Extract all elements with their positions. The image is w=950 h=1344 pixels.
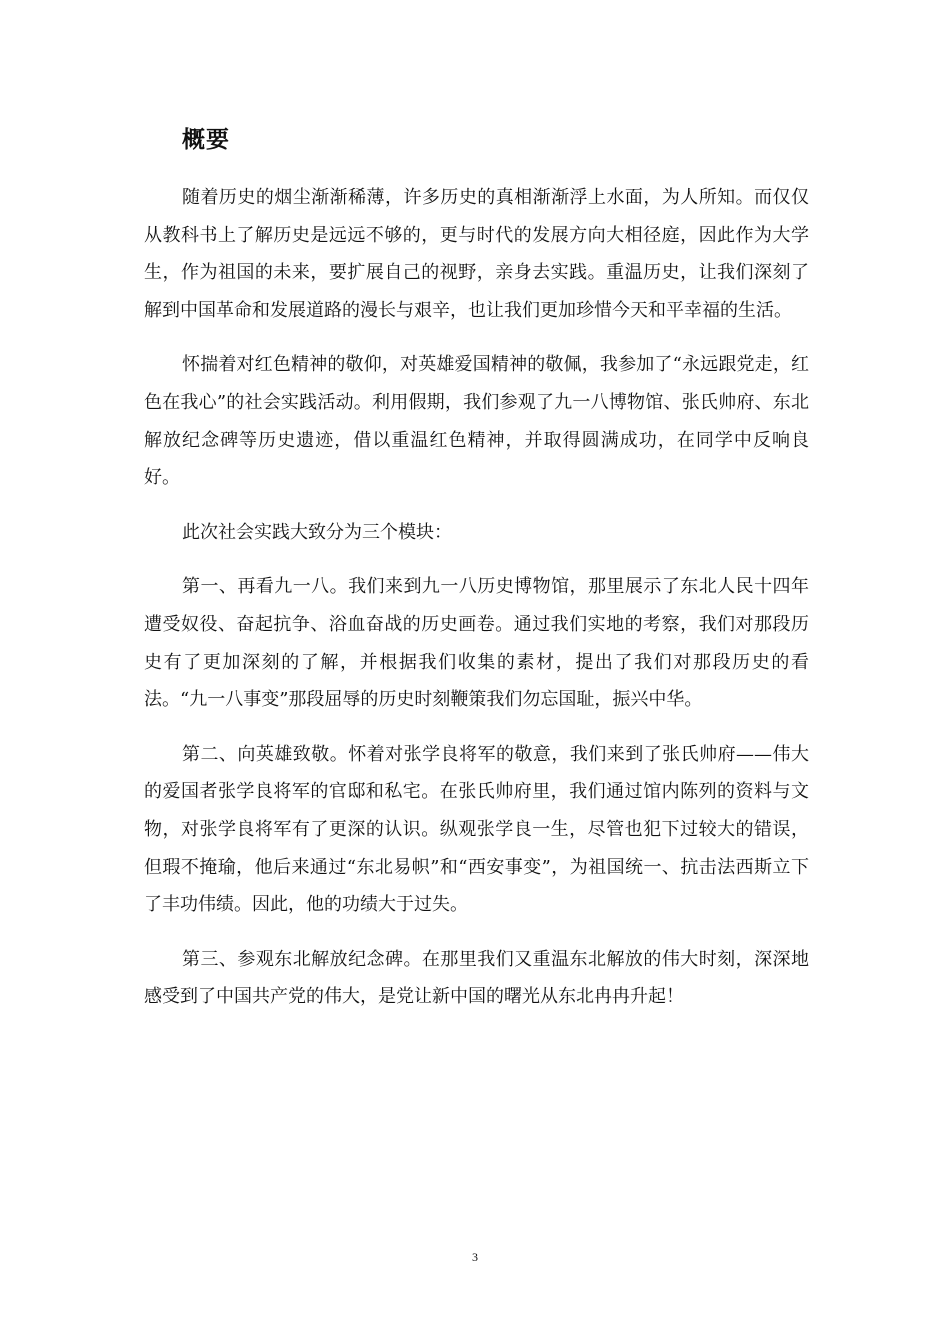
body-text — [144, 179, 809, 1033]
section-heading: 概要 — [182, 127, 230, 153]
paragraph-module-2: 第二、向英雄致敬。怀着对张学良将军的敬意，我们来到了张氏帅府——伟大的爱国者张学良将军的官邸和私宅。在张氏帅府里，我们通过馆内陈列的资料与文物，对张学良将军有了更深的认识。纵观张学良一生，尽管也犯下过较大的错误，但瑕不掩瑜，他后来通过“东北易帜”和“西安事变”，为祖国统一、抗击法西斯立下了丰功伟绩。因此，他的功绩大于过失。 — [144, 743, 809, 916]
paragraph-module-1: 第一、再看九一八。我们来到九一八历史博物馆，那里展示了东北人民十四年遭受奴役、奋起抗争、浴血奋战的历史画卷。通过我们实地的考察，我们对那段历史有了更加深刻的了解，并根据我们收集的素材，提出了我们对那段历史的看法。“九一八事变”那段屈辱的历史时刻鞭策我们勿忘国耻，振兴中华。 — [144, 576, 809, 711]
paragraph-modules-intro: 此次社会实践大致分为三个模块： — [182, 521, 452, 543]
paragraph-intro: 随着历史的烟尘渐渐稀薄，许多历史的真相渐渐浮上水面，为人所知。而仅仅从教科书上了解历史是远远不够的，更与时代的发展方向大相径庭，因此作为大学生，作为祖国的未来，要扩展自己的视野，亲身去实践。重温历史，让我们深刻了解到中国革命和发展道路的漫长与艰辛，也让我们更加珍惜今天和平幸福的生活。 — [144, 187, 809, 321]
page-number: 3 — [472, 1250, 478, 1264]
paragraph-activity: 怀揣着对红色精神的敬仰，对英雄爱国精神的敬佩，我参加了“永远跟党走，红色在我心”的社会实践活动。利用假期，我们参观了九一八博物馆、张氏帅府、东北解放纪念碑等历史遗迹，借以重温红色精神，并取得圆满成功，在同学中反响良好。 — [144, 354, 809, 489]
paragraph-module-3: 第三、参观东北解放纪念碑。在那里我们又重温东北解放的伟大时刻，深深地感受到了中国共产党的伟大，是党让新中国的曙光从东北冉冉升起！ — [144, 948, 809, 1008]
